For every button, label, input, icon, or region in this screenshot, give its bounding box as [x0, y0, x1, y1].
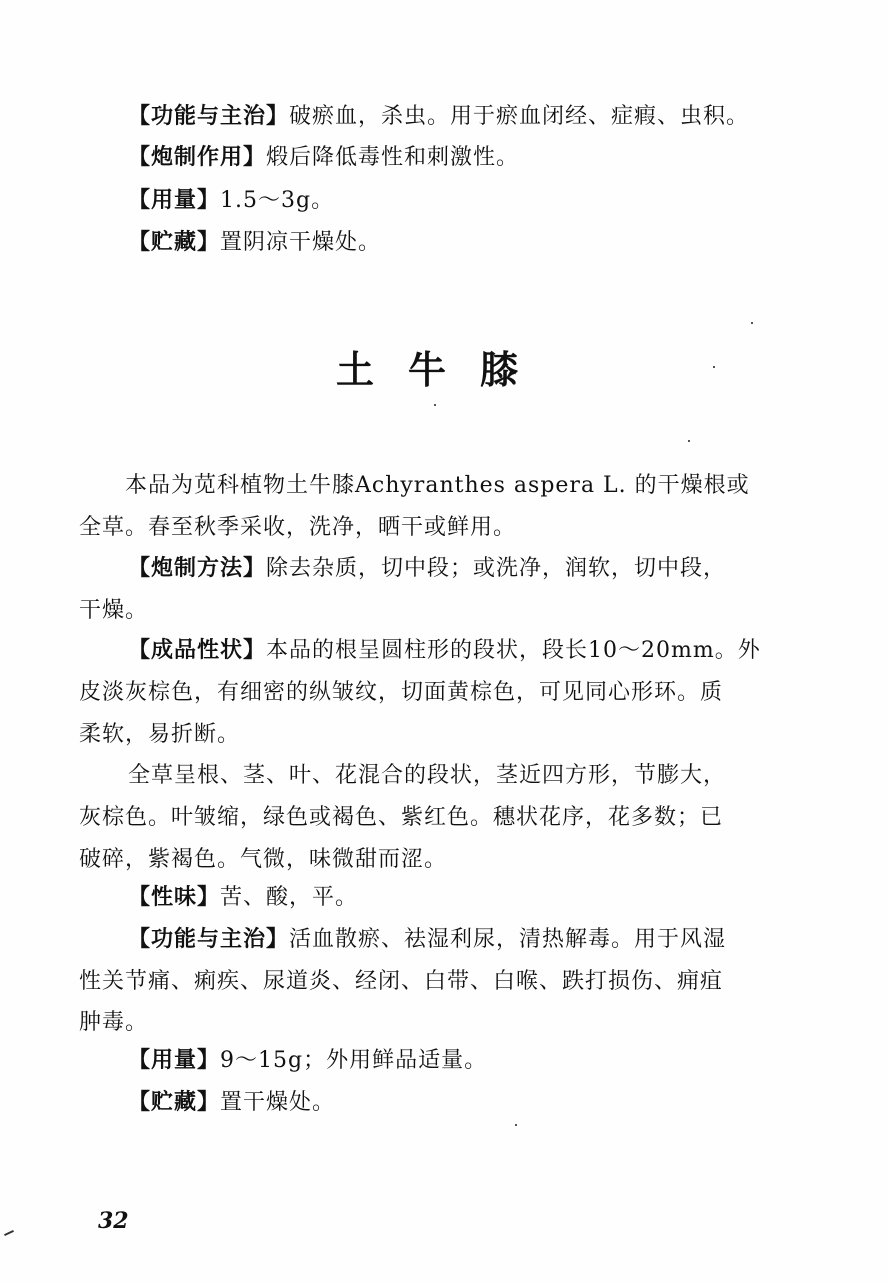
whole-herb-line-1: 全草呈根、茎、叶、花混合的段状，茎近四方形，节膨大， — [128, 763, 727, 788]
section-term: 【贮藏】 — [128, 1090, 221, 1115]
entry-title: 土牛膝 — [335, 348, 552, 392]
section-text: 活血散瘀、祛湿利尿，清热解毒。用于风湿 — [289, 927, 727, 952]
section-term: 【用量】 — [128, 188, 221, 213]
scan-speck — [713, 366, 715, 368]
scan-speck — [688, 440, 690, 442]
section-term: 【贮藏】 — [128, 230, 221, 255]
nature-flavor-line — [128, 884, 358, 912]
description-line-2: 皮淡灰棕色，有细密的纵皱纹，切面黄棕色，可见同心形环。质 — [79, 680, 724, 705]
prev-dosage-line — [128, 187, 334, 215]
functions-line-3: 肿毒。 — [79, 1010, 149, 1035]
section-term: 【功能与主治】 — [128, 927, 290, 952]
description-line-1 — [128, 637, 761, 665]
whole-herb-line-3: 破碎，紫褐色。气微，味微甜而涩。 — [79, 847, 448, 872]
whole-herb-line-2: 灰棕色。叶皱缩，绿色或褐色、紫红色。穗状花序，花多数；已 — [79, 805, 724, 830]
section-text: 破瘀血，杀虫。用于瘀血闭经、症瘕、虫积。 — [289, 104, 750, 129]
section-text: 本品的根呈圆柱形的段状，段长10～20mm。外 — [266, 638, 761, 663]
processing-line-1 — [128, 555, 726, 583]
scan-mark — [4, 1230, 14, 1236]
prev-storage-line — [128, 229, 381, 257]
section-term: 【炮制方法】 — [128, 556, 267, 581]
section-text: 1.5～3g。 — [220, 188, 335, 213]
section-term: 【成品性状】 — [128, 638, 267, 663]
description-line-3: 柔软，易折断。 — [79, 722, 241, 747]
functions-line-1 — [128, 926, 726, 954]
scan-speck — [515, 1124, 517, 1126]
section-term: 【用量】 — [128, 1048, 221, 1073]
dosage-line — [128, 1047, 487, 1075]
section-term: 【功能与主治】 — [128, 104, 290, 129]
scan-speck — [751, 322, 753, 324]
prev-processing-effect-line — [128, 144, 519, 172]
prev-functions-line — [128, 103, 749, 131]
functions-line-2: 性关节痛、痢疾、尿道炎、经闭、白带、白喉、跌打损伤、痈疽 — [79, 969, 724, 994]
section-text: 除去杂质，切中段；或洗净，润软，切中段， — [266, 556, 727, 581]
section-text: 煅后降低毒性和刺激性。 — [266, 145, 520, 170]
processing-line-2: 干燥。 — [79, 598, 149, 623]
page-number: 32 — [98, 1208, 129, 1234]
scan-speck — [434, 404, 436, 406]
intro-line-1: 本品为苋科植物土牛膝Achyranthes aspera L. 的干燥根或 — [125, 473, 750, 498]
section-text: 置阴凉干燥处。 — [220, 230, 382, 255]
section-text: 9～15g；外用鲜品适量。 — [220, 1048, 488, 1073]
intro-line-2: 全草。春至秋季采收，洗净，晒干或鲜用。 — [79, 515, 517, 540]
section-text: 置干燥处。 — [220, 1090, 336, 1115]
section-text: 苦、酸，平。 — [220, 885, 359, 910]
section-term: 【性味】 — [128, 885, 221, 910]
storage-line — [128, 1089, 335, 1117]
section-term: 【炮制作用】 — [128, 145, 267, 170]
